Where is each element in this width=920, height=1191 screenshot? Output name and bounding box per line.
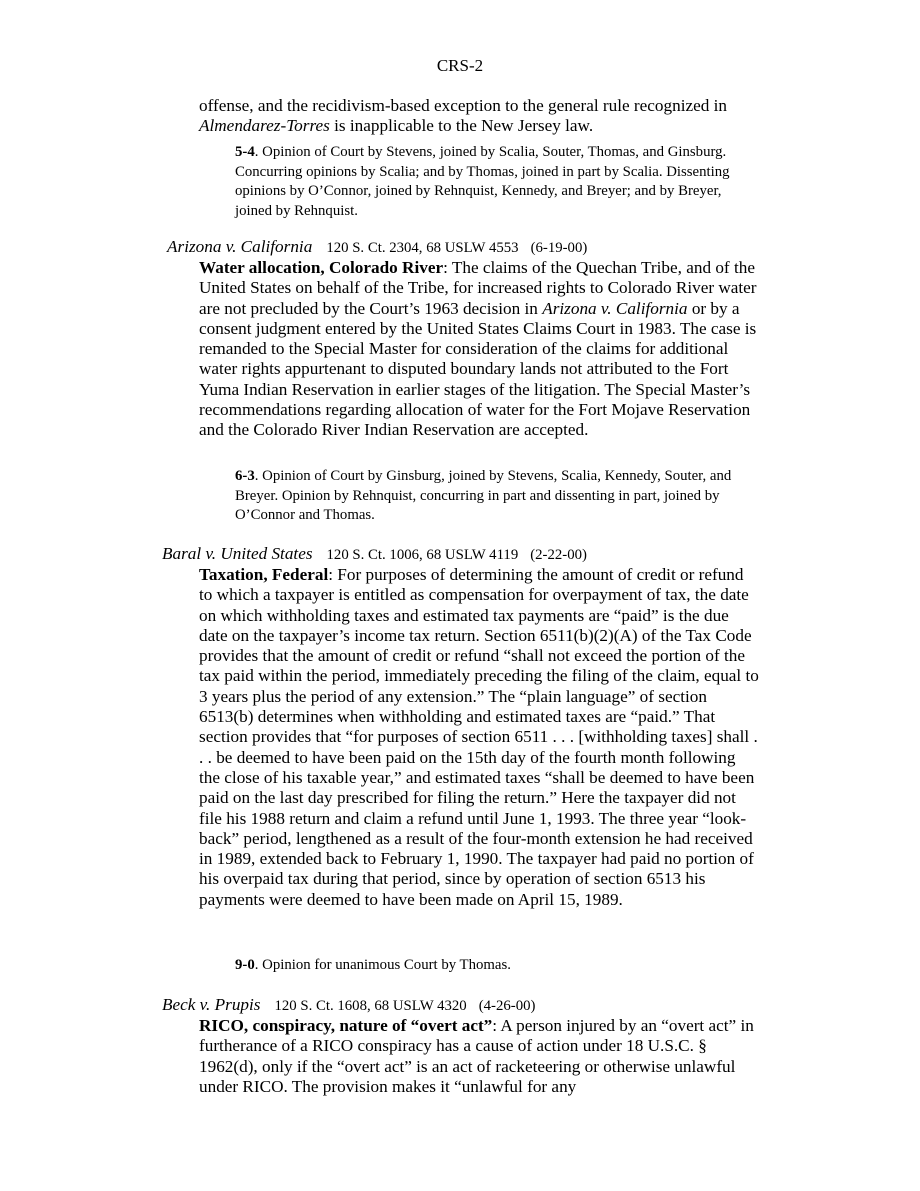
case-summary-text: : A person injured by an “overt act” in furtherance of a RICO conspiracy has a cause of action under 18 U.S.C. § 1962(d), only if the “overt act” is an act of racketeering or otherwise unlawful under RICO. The provision makes it “unlawful for any — [199, 1016, 754, 1096]
case-summary-italic: Arizona v. California — [542, 298, 688, 318]
case-citation: 120 S. Ct. 1608, 68 USLW 4320 — [274, 998, 467, 1014]
case-summary-text-1: : The claims of the Quechan Tribe, and of the United States on behalf of the Tribe, for increased rights to Colorado River water are not precluded by the Court’s 1963 decision in — [199, 258, 757, 318]
case-name: Baral v. United States — [162, 544, 313, 563]
case-summary — [199, 565, 759, 910]
case-topic: RICO, conspiracy, nature of “overt act” — [199, 1016, 493, 1035]
vote-count: 5-4 — [235, 144, 255, 160]
case-summary — [199, 258, 759, 441]
vote-text: . Opinion for unanimous Court by Thomas. — [254, 957, 511, 973]
vote-text: . Opinion of Court by Ginsburg, joined by Stevens, Scalia, Kennedy, Souter, and Breyer. Opinion by Rehnquist, concurring in part and dissenting in part, joined by O’Connor and Thomas. — [235, 468, 732, 524]
case-date: (4-26-00) — [478, 998, 536, 1014]
continuation-text-2: is inapplicable to the New Jersey law. — [329, 116, 594, 136]
case-citation: 120 S. Ct. 1006, 68 USLW 4119 — [326, 547, 519, 563]
continuation-text-1: offense, and the recidivism-based exception to the general rule recognized in — [199, 96, 727, 115]
case-heading — [167, 237, 587, 258]
case-vote — [235, 467, 760, 526]
case-topic: Water allocation, Colorado River — [199, 258, 444, 277]
case-citation: 120 S. Ct. 2304, 68 USLW 4553 — [326, 240, 519, 256]
case-heading — [162, 995, 535, 1016]
case-name: Arizona v. California — [167, 237, 313, 256]
page-header: CRS-2 — [436, 56, 484, 75]
continuation-paragraph — [199, 96, 759, 137]
continuation-vote — [235, 143, 760, 222]
vote-count: 9-0 — [235, 957, 255, 973]
case-topic: Taxation, Federal — [199, 565, 329, 584]
case-date: (2-22-00) — [530, 547, 587, 563]
case-summary-text-2: or by a consent judgment entered by the United States Claims Court in 1983. The case is remanded to the Special Master for consideration of the claims for additional water rights appurtenant to disputed boundary lands not attributed to the Fort Yuma Indian Reservation in earlier stages of the litigation. The Special Master’s recommendations regarding allocation of water for the Fort Mojave Reservation and the Colorado River Indian Reservation are accepted. — [199, 298, 757, 440]
case-date: (6-19-00) — [530, 240, 588, 256]
case-summary-text: : For purposes of determining the amount of credit or refund to which a taxpayer is entitled as compensation for overpayment of tax, the date on which withholding taxes and estimated tax payments are “paid” is the due date on the taxpayer’s income tax return. Section 6511(b)(2)(A) of the Tax Code provides that the amount of credit or refund “shall not exceed the portion of the tax paid within the period, immediately preceding the filing of the claim, equal to 3 years plus the period of any extension.” The “plain language” of section 6513(b) determines when withholding and estimated taxes are “paid.” That section provides that “for purposes of section 6511 . . . [withholding taxes] shall . . . be deemed to have been paid on the 15th day of the fourth month following the close of his taxable year,” and estimated taxes “shall be deemed to have been paid on the last day prescribed for filing the return.” Here the taxpayer did not file his 1988 return and claim a refund until June 1, 1993. The three year “look-back” period, lengthened as a result of the four-month extension he had received in 1989, extended back to February 1, 1990. The taxpayer had paid no portion of his overpaid tax during that period, since by operation of section 6513 his payments were deemed to have been made on April 15, 1989. — [199, 565, 759, 909]
case-name: Beck v. Prupis — [162, 995, 261, 1014]
vote-count: 6-3 — [235, 468, 255, 484]
vote-text: . Opinion of Court by Stevens, joined by Scalia, Souter, Thomas, and Ginsburg. Concurring opinions by Scalia; and by Thomas, joined in part by Scalia. Dissenting opinions by O’Connor, joined by Rehnquist, Kennedy, and Breyer; and by Breyer, joined by Rehnquist. — [235, 144, 730, 220]
case-heading — [162, 544, 587, 565]
case-vote — [235, 956, 760, 976]
case-summary — [199, 1016, 759, 1097]
continuation-case-name: Almendarez-Torres — [199, 116, 330, 136]
